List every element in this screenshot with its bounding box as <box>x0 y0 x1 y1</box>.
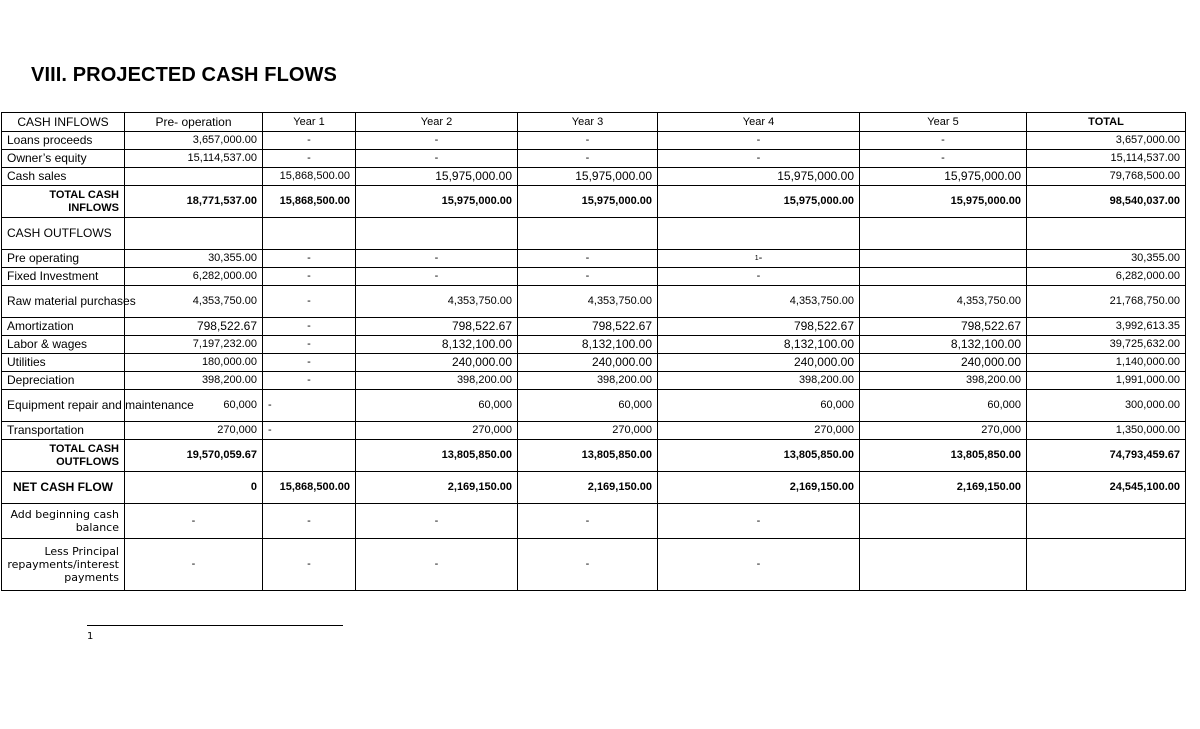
cell-total <box>1027 539 1186 591</box>
cell-y3: - <box>518 504 658 539</box>
row-label: Add beginning cash balance <box>2 504 125 539</box>
cell-y3: 2,169,150.00 <box>518 472 658 504</box>
cell-y3: 8,132,100.00 <box>518 336 658 354</box>
cell-y2: 13,805,850.00 <box>356 440 518 472</box>
cell-y1: - <box>263 250 356 268</box>
table-row <box>2 132 1186 150</box>
cell-y5: 270,000 <box>860 422 1027 440</box>
cell-y3: 398,200.00 <box>518 372 658 390</box>
header-year-3: Year 3 <box>518 113 658 132</box>
cell-y1: - <box>263 422 356 440</box>
cell-y5: - <box>860 150 1027 168</box>
row-label: Amortization <box>2 318 125 336</box>
cell-y4: - <box>658 150 860 168</box>
cell-y5: 798,522.67 <box>860 318 1027 336</box>
cell-pre: 6,282,000.00 <box>125 268 263 286</box>
cell-y5: 398,200.00 <box>860 372 1027 390</box>
cell-y4: - <box>658 504 860 539</box>
cell-y3: - <box>518 132 658 150</box>
table-row <box>2 336 1186 354</box>
cell-total: 3,657,000.00 <box>1027 132 1186 150</box>
header-row <box>2 113 1186 132</box>
cell-y1: - <box>263 150 356 168</box>
outflows-heading-row <box>2 218 1186 250</box>
row-label: Depreciation <box>2 372 125 390</box>
cell-y1: - <box>263 372 356 390</box>
row-label: Less Principal repayments/interest payments <box>2 539 125 591</box>
cell-total: 1,140,000.00 <box>1027 354 1186 372</box>
cell-y2: 8,132,100.00 <box>356 336 518 354</box>
cell-total <box>1027 504 1186 539</box>
cell-y3: 798,522.67 <box>518 318 658 336</box>
cell-y4: 15,975,000.00 <box>658 186 860 218</box>
header-year-2: Year 2 <box>356 113 518 132</box>
table-row <box>2 250 1186 268</box>
header-year-1: Year 1 <box>263 113 356 132</box>
total-inflows-row <box>2 186 1186 218</box>
cell-pre: 18,771,537.00 <box>125 186 263 218</box>
cell-y3: 240,000.00 <box>518 354 658 372</box>
cell-y1: - <box>263 390 356 422</box>
principal-repayments-row <box>2 539 1186 591</box>
cell-pre: 4,353,750.00 <box>125 286 263 318</box>
cell-y5 <box>860 504 1027 539</box>
cell-y2: 15,975,000.00 <box>356 186 518 218</box>
cell-y4: 4,353,750.00 <box>658 286 860 318</box>
cell-y1: - <box>263 268 356 286</box>
table-row <box>2 390 1186 422</box>
cell-y2: 240,000.00 <box>356 354 518 372</box>
row-label: Pre operating <box>2 250 125 268</box>
header-pre-operation: Pre- operation <box>125 113 263 132</box>
cell-y4: $^1$- <box>658 250 860 268</box>
table-row <box>2 150 1186 168</box>
cell-total: 74,793,459.67 <box>1027 440 1186 472</box>
cell-pre: - <box>125 504 263 539</box>
cell-y1: 15,868,500.00 <box>263 186 356 218</box>
cell-total: 79,768,500.00 <box>1027 168 1186 186</box>
row-label: Utilities <box>2 354 125 372</box>
cell-y1: - <box>263 286 356 318</box>
cell-y5: 4,353,750.00 <box>860 286 1027 318</box>
header-year-4: Year 4 <box>658 113 860 132</box>
row-label: NET CASH FLOW <box>2 472 125 504</box>
cell-pre: 3,657,000.00 <box>125 132 263 150</box>
cell-y5: 2,169,150.00 <box>860 472 1027 504</box>
beginning-balance-row <box>2 504 1186 539</box>
table-row <box>2 422 1186 440</box>
cell-y5 <box>860 250 1027 268</box>
cell-total: 1,350,000.00 <box>1027 422 1186 440</box>
cell-y2: 15,975,000.00 <box>356 168 518 186</box>
cell-y3: 15,975,000.00 <box>518 168 658 186</box>
cell-pre: 19,570,059.67 <box>125 440 263 472</box>
cell-y5: 13,805,850.00 <box>860 440 1027 472</box>
cell-y4: 60,000 <box>658 390 860 422</box>
cell-pre: 60,000 <box>125 390 263 422</box>
cell-total: 6,282,000.00 <box>1027 268 1186 286</box>
cell-y5: 240,000.00 <box>860 354 1027 372</box>
table-row <box>2 318 1186 336</box>
cell-y5 <box>860 539 1027 591</box>
row-label: Raw material purchases <box>2 286 125 318</box>
cell-y2: - <box>356 539 518 591</box>
cell-y4: 15,975,000.00 <box>658 168 860 186</box>
page-title: VIII. PROJECTED CASH FLOWS <box>31 64 337 86</box>
table-row <box>2 372 1186 390</box>
cell-pre: 0 <box>125 472 263 504</box>
row-label: Fixed Investment <box>2 268 125 286</box>
cell-y2: - <box>356 268 518 286</box>
cell-y3: 60,000 <box>518 390 658 422</box>
cell-total: 300,000.00 <box>1027 390 1186 422</box>
cell-pre: - <box>125 539 263 591</box>
cash-flow-table <box>1 112 1186 591</box>
cell-y1: - <box>263 318 356 336</box>
row-label: TOTAL CASH OUTFLOWS <box>2 440 125 472</box>
cell-y1: - <box>263 354 356 372</box>
cell-y2: 2,169,150.00 <box>356 472 518 504</box>
row-label: Labor & wages <box>2 336 125 354</box>
table-row <box>2 286 1186 318</box>
cell-y5: 60,000 <box>860 390 1027 422</box>
cell-y4: - <box>658 268 860 286</box>
cell-pre: 180,000.00 <box>125 354 263 372</box>
cell-y1: - <box>263 336 356 354</box>
cell-y2: 270,000 <box>356 422 518 440</box>
header-cash-inflows: CASH INFLOWS <box>2 113 125 132</box>
outflows-heading: CASH OUTFLOWS <box>2 218 125 250</box>
row-label: Transportation <box>2 422 125 440</box>
cell-total: 15,114,537.00 <box>1027 150 1186 168</box>
footnote-ref: 1 <box>754 255 759 262</box>
row-label: Owner’s equity <box>2 150 125 168</box>
cell-y4: 240,000.00 <box>658 354 860 372</box>
row-label: Loans proceeds <box>2 132 125 150</box>
cell-y4: - <box>658 539 860 591</box>
cell-y5: 8,132,100.00 <box>860 336 1027 354</box>
cell-y5: - <box>860 132 1027 150</box>
cell-y1 <box>263 440 356 472</box>
cell-y2: 60,000 <box>356 390 518 422</box>
cell-y4: 270,000 <box>658 422 860 440</box>
cell-y1: - <box>263 504 356 539</box>
footnote-divider <box>87 625 343 626</box>
cell-y1: - <box>263 539 356 591</box>
cell-y4: 8,132,100.00 <box>658 336 860 354</box>
cell-pre: 30,355.00 <box>125 250 263 268</box>
cell-y3: - <box>518 539 658 591</box>
total-outflows-row <box>2 440 1186 472</box>
cell-y2: 398,200.00 <box>356 372 518 390</box>
cell-y3: 4,353,750.00 <box>518 286 658 318</box>
cell-y2: - <box>356 250 518 268</box>
cell-y2: 798,522.67 <box>356 318 518 336</box>
header-total: TOTAL <box>1027 113 1186 132</box>
net-cash-flow-row <box>2 472 1186 504</box>
cell-y2: - <box>356 150 518 168</box>
cell-y3: - <box>518 268 658 286</box>
cell-total: 1,991,000.00 <box>1027 372 1186 390</box>
cell-y4: - <box>658 132 860 150</box>
table-row <box>2 354 1186 372</box>
cell-y2: 4,353,750.00 <box>356 286 518 318</box>
cell-y4: 2,169,150.00 <box>658 472 860 504</box>
cell-total: 30,355.00 <box>1027 250 1186 268</box>
cell-y3: 15,975,000.00 <box>518 186 658 218</box>
cell-y3: - <box>518 150 658 168</box>
cell-y1: 15,868,500.00 <box>263 168 356 186</box>
cell-y5: 15,975,000.00 <box>860 168 1027 186</box>
cell-y4: 798,522.67 <box>658 318 860 336</box>
cell-pre: 270,000 <box>125 422 263 440</box>
row-label: TOTAL CASH INFLOWS <box>2 186 125 218</box>
cell-y5 <box>860 268 1027 286</box>
table-row <box>2 268 1186 286</box>
cell-pre: 798,522.67 <box>125 318 263 336</box>
cell-y4: 13,805,850.00 <box>658 440 860 472</box>
cell-total: 3,992,613.35 <box>1027 318 1186 336</box>
cell-y3: 270,000 <box>518 422 658 440</box>
cell-pre: 15,114,537.00 <box>125 150 263 168</box>
cell-y4: 398,200.00 <box>658 372 860 390</box>
cell-y1: 15,868,500.00 <box>263 472 356 504</box>
cell-total: 39,725,632.00 <box>1027 336 1186 354</box>
cell-y2: - <box>356 504 518 539</box>
row-label: Equipment repair and maintenance <box>2 390 125 422</box>
cell-pre: 398,200.00 <box>125 372 263 390</box>
footnote-number: 1 <box>87 631 94 642</box>
cell-total: 98,540,037.00 <box>1027 186 1186 218</box>
cell-pre <box>125 168 263 186</box>
cell-y3: 13,805,850.00 <box>518 440 658 472</box>
cell-y5: 15,975,000.00 <box>860 186 1027 218</box>
table-row <box>2 168 1186 186</box>
cell-y3: - <box>518 250 658 268</box>
cell-total: 21,768,750.00 <box>1027 286 1186 318</box>
row-label: Cash sales <box>2 168 125 186</box>
cell-total: 24,545,100.00 <box>1027 472 1186 504</box>
cell-pre: 7,197,232.00 <box>125 336 263 354</box>
cell-y2: - <box>356 132 518 150</box>
header-year-5: Year 5 <box>860 113 1027 132</box>
cell-y1: - <box>263 132 356 150</box>
